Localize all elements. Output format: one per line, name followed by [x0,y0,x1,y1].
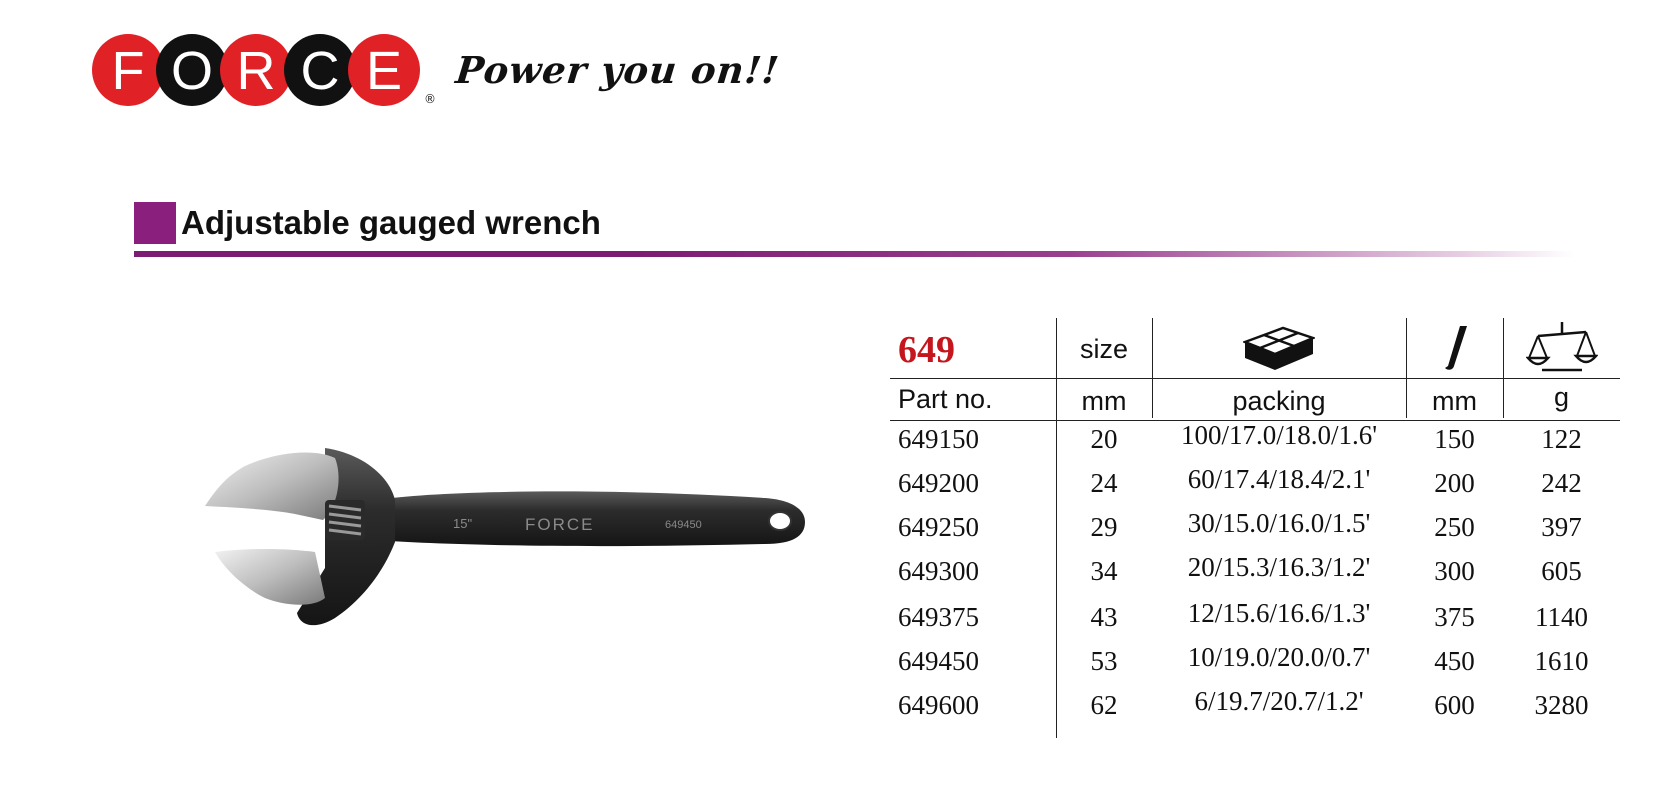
packing-cell: 6/19.7/20.7/1.2' [1194,686,1364,716]
section-title: Adjustable gauged wrench [181,204,601,241]
box-icon [1152,326,1406,377]
tagline: Power you on!! [453,48,782,92]
svg-text:C: C [300,41,340,101]
svg-text:E: E [365,41,403,101]
series-number: 649 [898,329,955,371]
length-cell: 375 [1434,602,1475,632]
weight-cell: 122 [1541,424,1582,454]
size-cell: 20 [1090,424,1118,454]
part-number-cell: 649300 [898,556,979,586]
length-l-icon [1406,324,1503,379]
part-no-header: Part no. [898,384,993,414]
length-cell: 450 [1434,646,1475,676]
wrench-engraving-size: 15" [453,516,473,531]
size-cell: 24 [1090,468,1118,498]
packing-cell: 100/17.0/18.0/1.6' [1180,420,1378,450]
packing-cell: 30/15.0/16.0/1.5' [1187,508,1371,538]
part-number-cell: 649250 [898,512,979,542]
packing-cell: 60/17.4/18.4/2.1' [1187,464,1371,494]
size-cell: 29 [1090,512,1118,542]
packing-cell: 20/15.3/16.3/1.2' [1187,552,1371,582]
weight-cell: 3280 [1534,690,1589,720]
part-number-cell: 649600 [898,690,979,720]
weight-cell: 605 [1541,556,1582,586]
part-number-cell: 649375 [898,602,979,632]
length-unit-header: mm [1432,386,1477,416]
length-cell: 600 [1434,690,1475,720]
weight-cell: 1140 [1535,602,1588,632]
section-divider [134,251,1574,257]
scale-icon [1503,320,1620,379]
svg-text:F: F [111,41,145,101]
svg-text:R: R [236,41,276,101]
size-cell: 43 [1090,602,1118,632]
size-cell: 62 [1090,690,1118,720]
weight-unit-header: g [1553,382,1570,412]
wrench-engraving-part: 649450 [665,519,702,531]
length-cell: 250 [1434,512,1475,542]
section-marker [134,202,176,244]
length-cell: 200 [1434,468,1475,498]
part-number-cell: 649450 [898,646,979,676]
size-cell: 53 [1090,646,1118,676]
length-cell: 300 [1434,556,1475,586]
registered-mark: ® [424,92,436,106]
wrench-engraving-brand: FORCE [525,515,595,534]
part-number-cell: 649150 [898,424,979,454]
wrench-image [205,448,825,638]
part-number-cell: 649200 [898,468,979,498]
svg-text:O: O [170,41,214,101]
force-logo [90,32,430,108]
length-cell: 150 [1434,424,1475,454]
size-cell: 34 [1090,556,1118,586]
spec-table [890,318,1620,738]
packing-cell: 12/15.6/16.6/1.3' [1187,598,1371,628]
size-unit-header: mm [1081,386,1127,416]
packing-header: packing [1232,386,1326,416]
weight-cell: 397 [1541,512,1582,542]
packing-cell: 10/19.0/20.0/0.7' [1187,642,1371,672]
weight-cell: 1610 [1534,646,1589,676]
size-header: size [1079,334,1128,364]
weight-cell: 242 [1541,468,1582,498]
